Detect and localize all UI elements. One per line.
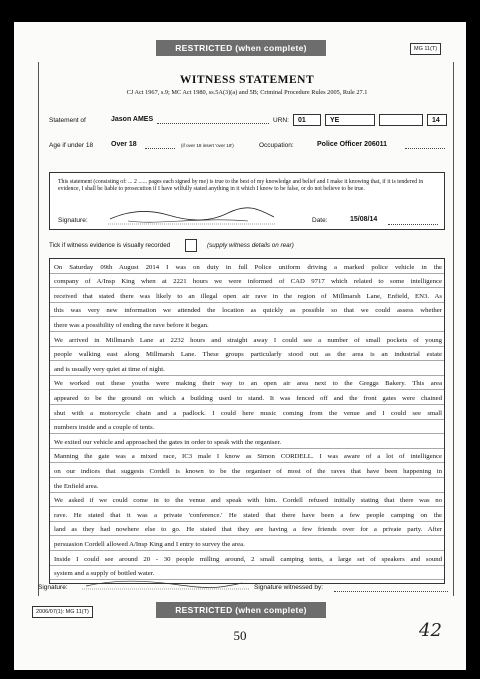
- restricted-banner-bottom: RESTRICTED (when complete): [156, 602, 326, 618]
- statement-line: rave. He stated that it was a private 'conference.' He stated that there have been a few people camping on the: [50, 507, 444, 522]
- statement-line: We exited our vehicle and approached the gates in order to speak with the organiser.: [50, 434, 444, 449]
- footer-signature-mark: [82, 578, 252, 592]
- age-value: Over 18: [111, 141, 137, 148]
- visual-record-checkbox[interactable]: [185, 239, 197, 252]
- urn-box-4: 14: [427, 114, 447, 126]
- statement-of-label: Statement of: [49, 117, 86, 124]
- urn-box-2: YE: [325, 114, 375, 126]
- statement-line: on our indices that suggests Cordell is known to be the organiser of most of the raves that have been happening in: [50, 463, 444, 478]
- declaration-text: This statement (consisting of: ... 2 ...... pages each signed by me) is true to the best of my knowledge and belief and I make it knowing that, if it is tendered in evidence, I shall be liable to prosecution if I have wilfully stated anything in it which I know to be false, or do not believe to be true.: [58, 179, 424, 193]
- form-ref-top: MG 11(T): [410, 43, 441, 55]
- footer-witnessed-label: Signature witnessed by:: [254, 584, 324, 591]
- footer-signature-label: Signature:: [38, 584, 68, 591]
- statement-line: shut with a motorcycle chain and a padlock. I could here music coming from the venue and I could see small: [50, 405, 444, 420]
- statement-line: We asked if we could come in to the venue and speak with him. Cordell refused initially stating that there was no: [50, 493, 444, 508]
- statement-of-dots: [157, 116, 269, 124]
- declaration-date-dots: [388, 217, 438, 225]
- age-label: Age if under 18: [49, 142, 94, 149]
- occupation-value: Police Officer 206011: [317, 141, 388, 148]
- declaration-date-value: 15/08/14: [350, 216, 378, 223]
- statement-line: land as they had nowhere else to go. He stated that they are having a few friends over for a private party. After: [50, 522, 444, 537]
- statement-line: people walking east along Millmarsh Lane. These groups particularly stood out as the area is an industrial estate: [50, 347, 444, 362]
- statement-line: system and a supply of bottled water.: [50, 566, 444, 581]
- restricted-banner-top: RESTRICTED (when complete): [156, 40, 326, 56]
- statement-line: persuasion Cordell allowed A/Insp King and I entry to survey the area.: [50, 536, 444, 551]
- age-note: (if over 18 insert 'over 18'): [181, 143, 234, 148]
- statement-line: On Saturday 09th August 2014 I was on duty in full Police uniform driving a marked police vehicle in the: [50, 259, 444, 274]
- statement-line: there was a possibility of ending the rave before it began.: [50, 317, 444, 332]
- statement-of-value: Jason AMES: [111, 116, 154, 123]
- visual-record-note: (supply witness details on rear): [207, 242, 294, 249]
- form-title: WITNESS STATEMENT: [179, 74, 315, 86]
- statement-line: Inside I could see around 20 - 30 people milling around, 2 small camping tents, a large set of speakers and sound: [50, 551, 444, 566]
- occupation-dots: [405, 141, 445, 149]
- statement-line: company of A/Insp King when at 2221 hours we were informed of CAD 9717 which related to some intelligence: [50, 274, 444, 289]
- urn-box-1: 01: [293, 114, 321, 126]
- statement-line: numbers inside and a couple of tents.: [50, 420, 444, 435]
- statement-line: Manning the gate was a mixed race, IC3 male I know as Simon CORDELL. I was aware of a lot of intelligence: [50, 449, 444, 464]
- declaration-signature-mark: [108, 207, 278, 227]
- statement-line: received that stated there was likely to an illegal open air rave in the region of Millmarsh Lane, Enfield, EN3. As: [50, 288, 444, 303]
- urn-box-3: [379, 114, 423, 126]
- age-dots: [145, 141, 175, 149]
- statement-of-row: [39, 114, 455, 134]
- declaration-date-label: Date:: [312, 217, 328, 224]
- statement-line: this was very new information we attended the location as quickly as possible so that we could assess whether: [50, 303, 444, 318]
- page-number: 50: [233, 628, 247, 643]
- form-frame: [38, 62, 454, 596]
- declaration-box: [49, 172, 445, 230]
- statement-page: [14, 22, 466, 670]
- statement-line: We worked out these youths were making their way to an open air area next to the Greggs Bakery. This area: [50, 376, 444, 391]
- age-row: [39, 140, 455, 160]
- statement-line: the Enfield area.: [50, 478, 444, 493]
- statement-line: appeared to be the ground on which a building used to stand. It was fenced off and the front gates were chained: [50, 390, 444, 405]
- handwritten-page-number: 42: [419, 620, 442, 641]
- visual-record-label: Tick if witness evidence is visually recorded: [49, 242, 171, 249]
- visual-record-row: [49, 242, 294, 249]
- statement-body: [49, 258, 445, 584]
- declaration-signature-label: Signature:: [58, 217, 88, 224]
- footer-witnessed-dots: [334, 584, 448, 592]
- urn-label: URN:: [273, 117, 289, 124]
- form-subtitle: CJ Act 1967, s.9; MC Act 1980, ss.5A(3)(a) and 5B; Criminal Procedure Rules 2005, Rule 27.1: [126, 89, 368, 96]
- occupation-label: Occupation:: [259, 142, 294, 149]
- statement-line: and is usually very quiet at time of night.: [50, 361, 444, 376]
- statement-line: We arrived in Millmarsh Lane at 2232 hours and straight away I could see a number of small pockets of young: [50, 332, 444, 347]
- form-ref-bottom: 2006/07(1): MG 11(T): [32, 606, 93, 618]
